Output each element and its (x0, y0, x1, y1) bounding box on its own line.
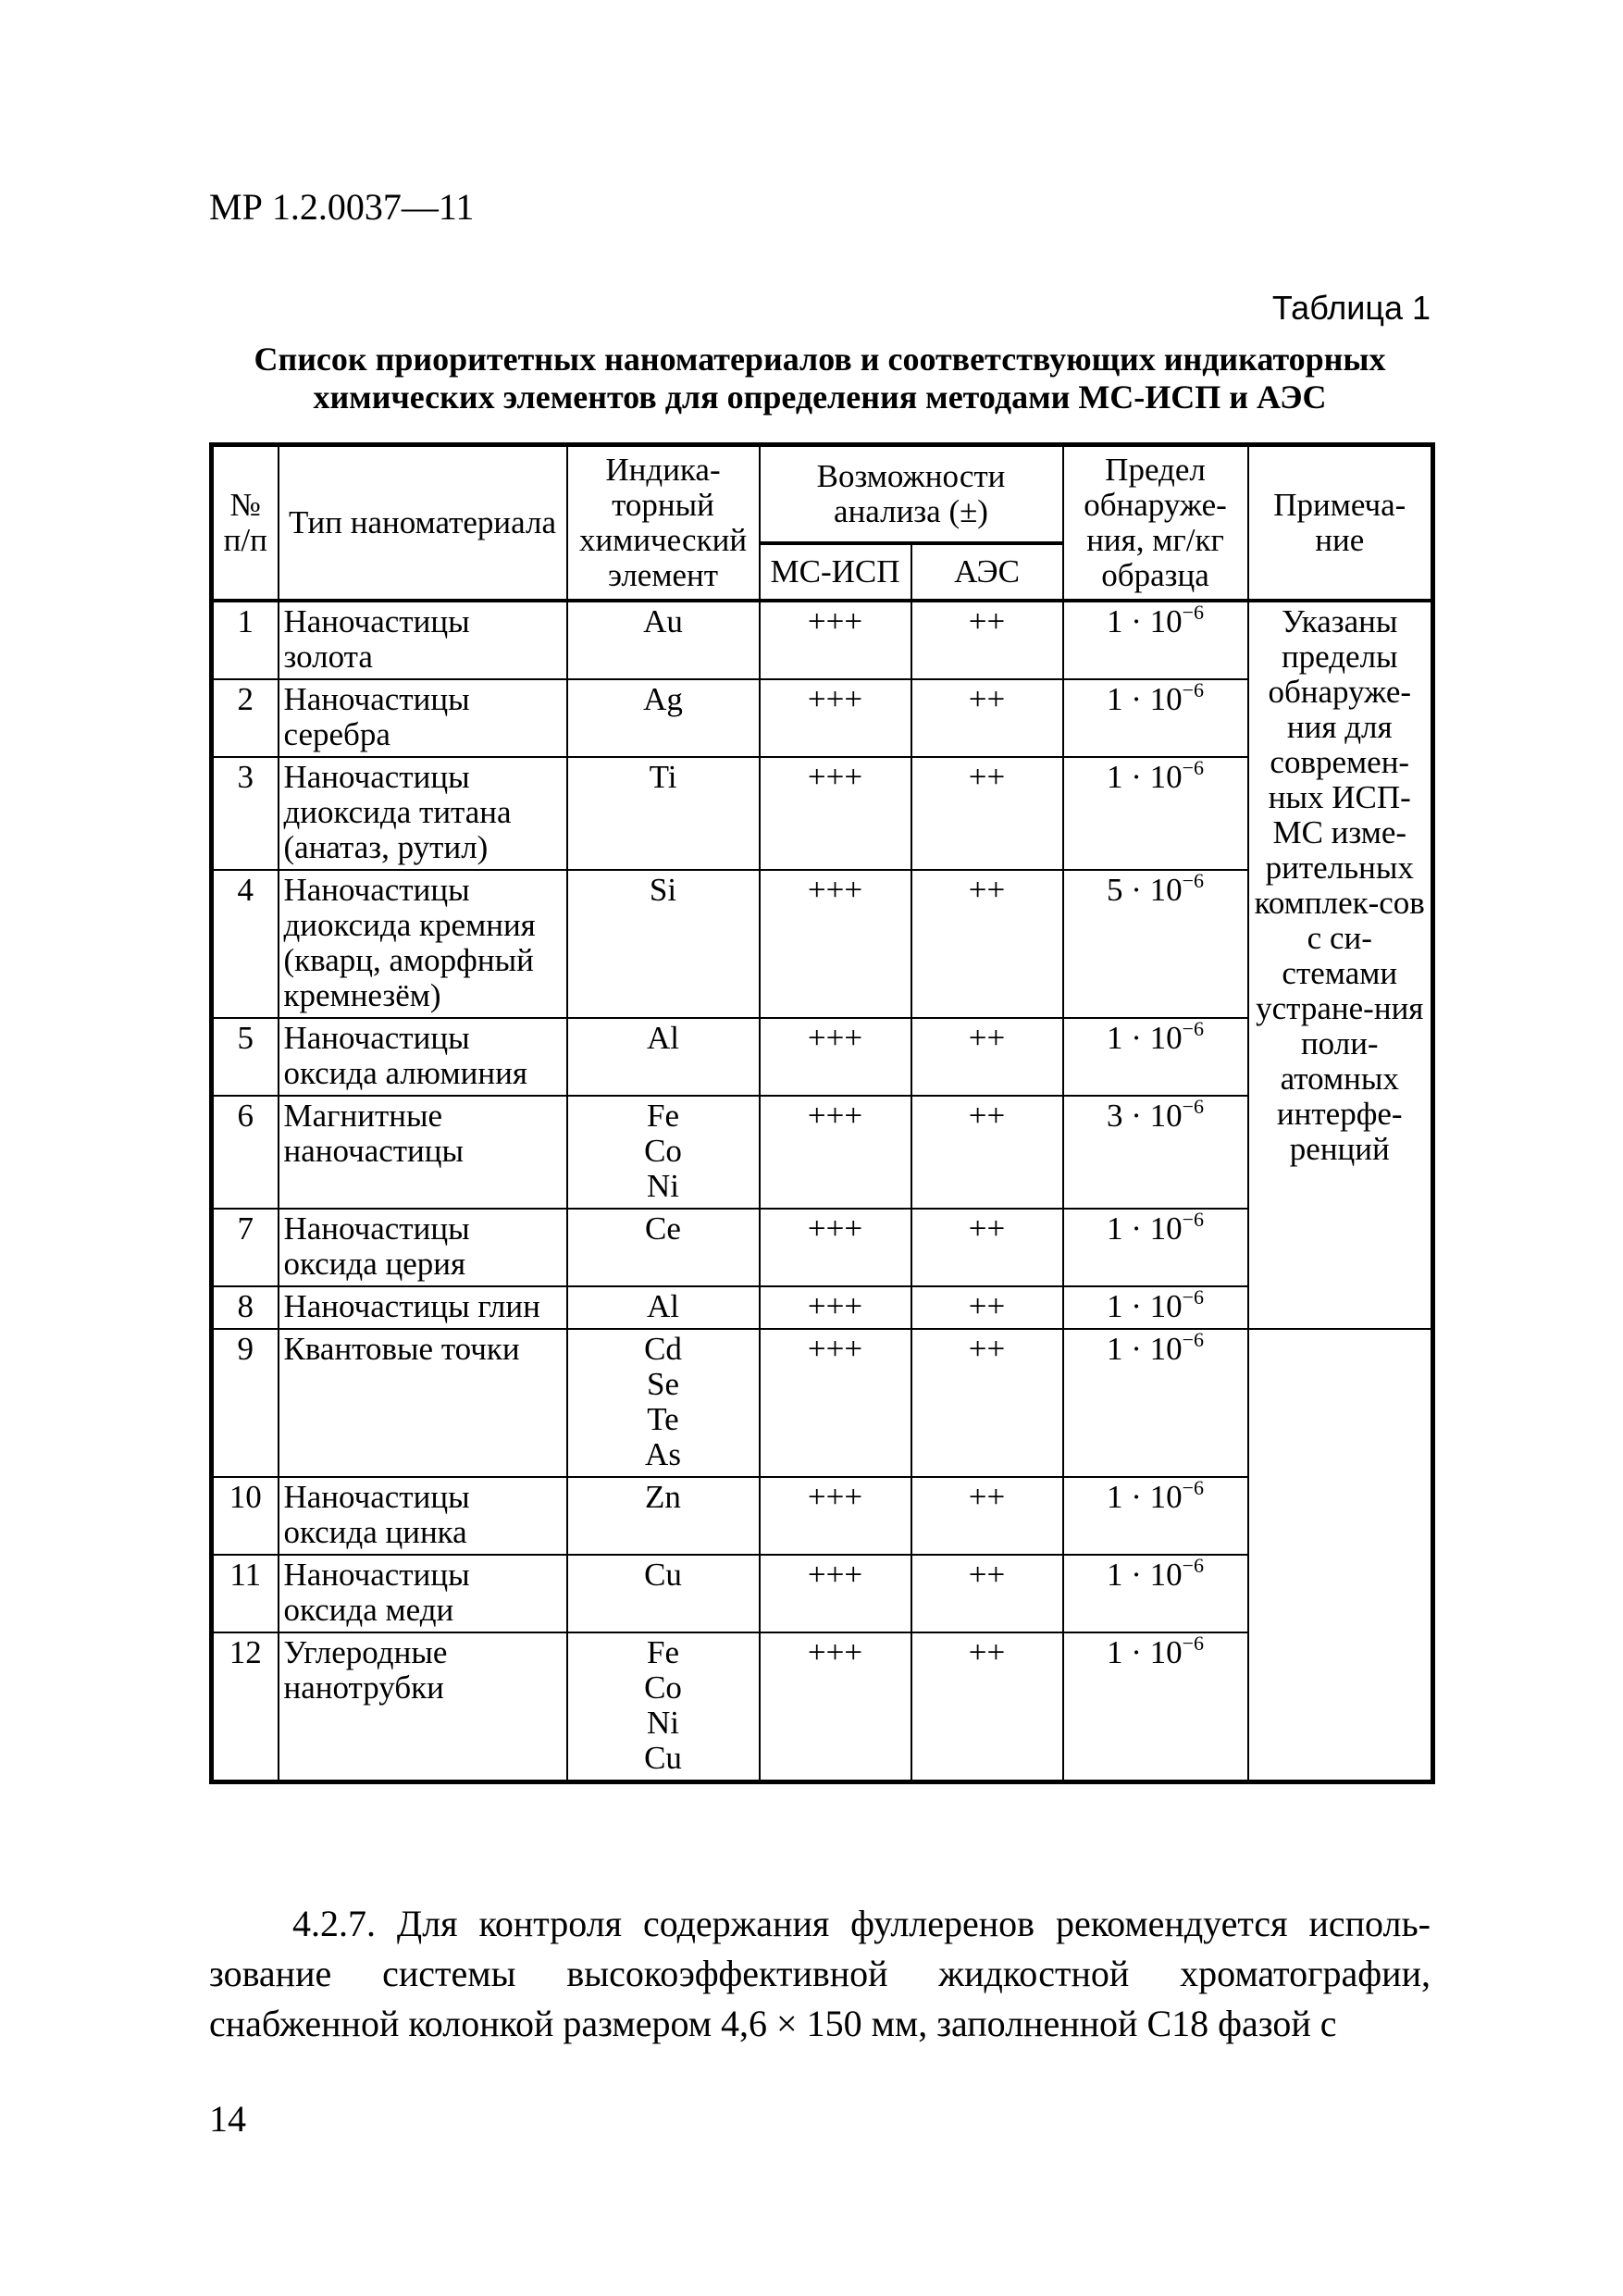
element-symbol: As (645, 1436, 681, 1472)
aes-capability: ++ (911, 1286, 1063, 1329)
element-symbol: Co (644, 1133, 682, 1169)
element-symbol: Ni (647, 1168, 679, 1204)
indicator-elements (567, 1209, 760, 1286)
limit-value: 1 · 10 (1106, 603, 1183, 639)
element-symbol: Zn (645, 1479, 681, 1515)
ms-icp-capability: +++ (760, 1209, 911, 1286)
indicator-elements (567, 679, 760, 757)
limit-value: 1 · 10 (1106, 1557, 1183, 1593)
indicator-elements (567, 1018, 760, 1096)
indicator-elements (567, 757, 760, 870)
ms-icp-capability: +++ (760, 757, 911, 870)
limit-exponent: −6 (1182, 1096, 1205, 1118)
element-symbol: Ce (645, 1210, 681, 1247)
limit-exponent: −6 (1182, 1632, 1205, 1655)
element-symbol: Se (647, 1366, 679, 1402)
header-num: № п/п (212, 445, 279, 602)
ms-icp-capability: +++ (760, 1555, 911, 1632)
limit-value: 1 · 10 (1106, 1020, 1183, 1056)
element-symbol: Ag (643, 681, 683, 717)
paragraph-text: 4.2.7. Для контроля содержания фуллеренов рекомендуется исполь-зование системы высокоэффективной жидкостной хроматографии, снабженной колонкой размером 4,6 × 150 мм, заполненной С18 фазой с (209, 1903, 1431, 2044)
header-ms-icp: МС-ИСП (760, 543, 911, 601)
element-symbol: Al (647, 1288, 679, 1324)
indicator-elements (567, 1555, 760, 1632)
nanomaterials-table (209, 442, 1435, 1784)
nanomaterial-type: Наночастицы оксида церия (279, 1209, 567, 1286)
indicator-elements (567, 601, 760, 679)
limit-value: 1 · 10 (1106, 1288, 1183, 1324)
detection-limit (1063, 679, 1248, 757)
aes-capability: ++ (911, 870, 1063, 1018)
limit-value: 1 · 10 (1106, 681, 1183, 717)
ms-icp-capability: +++ (760, 1096, 911, 1209)
note-cell: Указаны пределы обнаруже-ния для современ-ных ИСП-МС изме-рительных комплек-сов с си-стемами устране-ния поли-атомных интерфе-ренций (1248, 601, 1433, 1329)
ms-icp-capability: +++ (760, 1477, 911, 1555)
element-symbol: Cu (644, 1557, 682, 1593)
element-symbol: Al (647, 1020, 679, 1056)
limit-exponent: −6 (1182, 1018, 1205, 1040)
header-limit: Предел обнаруже-ния, мг/кг образца (1063, 445, 1248, 602)
caption-line: химических элементов для определения методами МС-ИСП и АЭС (313, 379, 1327, 416)
detection-limit (1063, 1329, 1248, 1477)
document-code-header: МР 1.2.0037—11 (209, 186, 475, 228)
indicator-elements (567, 1477, 760, 1555)
detection-limit (1063, 1632, 1248, 1782)
caption-line: Список приоритетных наноматериалов и соответствующих индикаторных (254, 341, 1386, 378)
row-number: 12 (212, 1632, 279, 1782)
ms-icp-capability: +++ (760, 679, 911, 757)
header-note: Примеча-ние (1248, 445, 1433, 602)
header-type: Тип наноматериала (279, 445, 567, 602)
detection-limit (1063, 1555, 1248, 1632)
limit-exponent: −6 (1182, 1329, 1205, 1351)
header-aes: АЭС (911, 543, 1063, 601)
indicator-elements (567, 1096, 760, 1209)
nanomaterial-type: Квантовые точки (279, 1329, 567, 1477)
limit-exponent: −6 (1182, 1209, 1205, 1231)
limit-exponent: −6 (1182, 870, 1205, 892)
note-cell-empty (1248, 1329, 1433, 1782)
row-number: 7 (212, 1209, 279, 1286)
row-number: 9 (212, 1329, 279, 1477)
element-symbol: Te (647, 1401, 679, 1437)
nanomaterial-type: Наночастицы оксида цинка (279, 1477, 567, 1555)
aes-capability: ++ (911, 1329, 1063, 1477)
limit-value: 1 · 10 (1106, 1479, 1183, 1515)
element-symbol: Co (644, 1669, 682, 1706)
ms-icp-capability: +++ (760, 870, 911, 1018)
page-number: 14 (209, 2098, 246, 2140)
element-symbol: Ti (649, 759, 677, 795)
ms-icp-capability: +++ (760, 601, 911, 679)
limit-exponent: −6 (1182, 1477, 1205, 1499)
limit-exponent: −6 (1182, 601, 1205, 624)
aes-capability: ++ (911, 757, 1063, 870)
nanomaterial-type: Наночастицы диоксида кремния (кварц, аморфный кремнезём) (279, 870, 567, 1018)
element-symbol: Ni (647, 1705, 679, 1741)
row-number: 10 (212, 1477, 279, 1555)
detection-limit (1063, 601, 1248, 679)
detection-limit (1063, 1096, 1248, 1209)
aes-capability: ++ (911, 1096, 1063, 1209)
header-element: Индика-торный химический элемент (567, 445, 760, 602)
row-number: 6 (212, 1096, 279, 1209)
ms-icp-capability: +++ (760, 1329, 911, 1477)
aes-capability: ++ (911, 1209, 1063, 1286)
indicator-elements (567, 1632, 760, 1782)
limit-value: 1 · 10 (1106, 1634, 1183, 1670)
detection-limit (1063, 757, 1248, 870)
nanomaterial-type: Наночастицы серебра (279, 679, 567, 757)
aes-capability: ++ (911, 1632, 1063, 1782)
element-symbol: Cu (644, 1740, 682, 1776)
aes-capability: ++ (911, 1555, 1063, 1632)
row-number: 11 (212, 1555, 279, 1632)
detection-limit (1063, 1477, 1248, 1555)
element-symbol: Fe (647, 1098, 679, 1134)
element-symbol: Fe (647, 1634, 679, 1670)
aes-capability: ++ (911, 1477, 1063, 1555)
nanomaterial-type: Наночастицы золота (279, 601, 567, 679)
nanomaterial-type: Наночастицы диоксида титана (анатаз, рутил) (279, 757, 567, 870)
table-row (212, 1329, 1433, 1477)
ms-icp-capability: +++ (760, 1632, 911, 1782)
element-symbol: Cd (644, 1331, 682, 1367)
indicator-elements (567, 1286, 760, 1329)
row-number: 2 (212, 679, 279, 757)
aes-capability: ++ (911, 679, 1063, 757)
limit-exponent: −6 (1182, 1286, 1205, 1309)
limit-value: 5 · 10 (1106, 872, 1183, 908)
limit-exponent: −6 (1182, 757, 1205, 779)
aes-capability: ++ (911, 601, 1063, 679)
limit-value: 1 · 10 (1106, 1210, 1183, 1247)
limit-value: 3 · 10 (1106, 1098, 1183, 1134)
table-label: Таблица 1 (1271, 289, 1431, 327)
indicator-elements (567, 870, 760, 1018)
nanomaterial-type: Магнитные наночастицы (279, 1096, 567, 1209)
table-body (212, 601, 1433, 1782)
limit-value: 1 · 10 (1106, 1331, 1183, 1367)
nanomaterial-type: Наночастицы оксида алюминия (279, 1018, 567, 1096)
detection-limit (1063, 1286, 1248, 1329)
row-number: 3 (212, 757, 279, 870)
detection-limit (1063, 870, 1248, 1018)
indicator-elements (567, 1329, 760, 1477)
nanomaterial-type: Наночастицы оксида меди (279, 1555, 567, 1632)
aes-capability: ++ (911, 1018, 1063, 1096)
limit-value: 1 · 10 (1106, 759, 1183, 795)
row-number: 8 (212, 1286, 279, 1329)
ms-icp-capability: +++ (760, 1286, 911, 1329)
detection-limit (1063, 1018, 1248, 1096)
table-row (212, 601, 1433, 679)
limit-exponent: −6 (1182, 679, 1205, 701)
row-number: 5 (212, 1018, 279, 1096)
row-number: 4 (212, 870, 279, 1018)
table-caption (209, 341, 1431, 416)
header-capability: Возможности анализа (±) (760, 445, 1063, 543)
element-symbol: Au (643, 603, 683, 639)
ms-icp-capability: +++ (760, 1018, 911, 1096)
nanomaterial-type: Наночастицы глин (279, 1286, 567, 1329)
row-number: 1 (212, 601, 279, 679)
element-symbol: Si (649, 872, 677, 908)
detection-limit (1063, 1209, 1248, 1286)
body-paragraph (209, 1899, 1431, 2049)
nanomaterial-type: Углеродные нанотрубки (279, 1632, 567, 1782)
limit-exponent: −6 (1182, 1555, 1205, 1577)
